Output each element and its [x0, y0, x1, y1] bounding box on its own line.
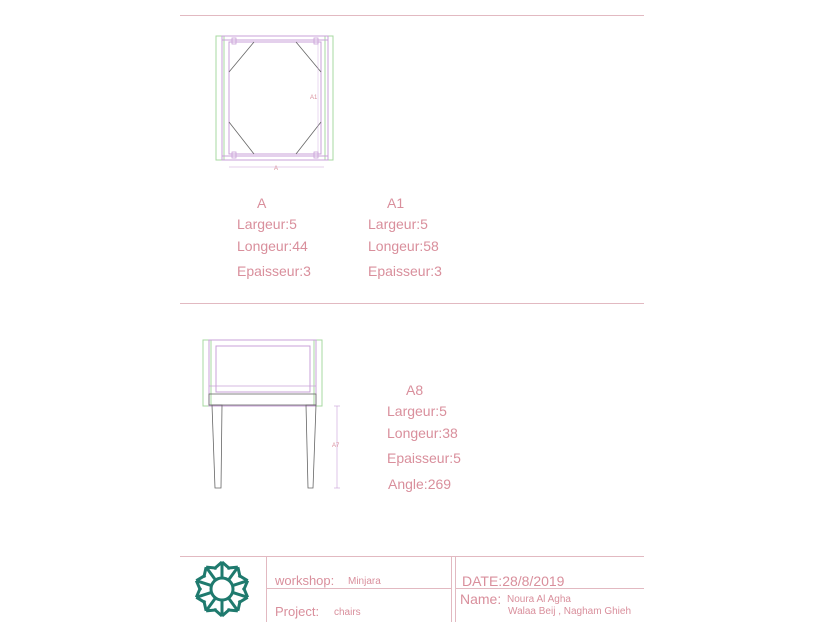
project-value: chairs [334, 607, 361, 618]
title-block-divider-2 [451, 556, 452, 622]
title-block-top-rule [180, 556, 644, 557]
date-label: DATE:28/8/2019 [462, 573, 565, 589]
part-a-longeur: Longeur:44 [237, 238, 308, 254]
part-a8-title: A8 [406, 382, 424, 398]
project-label: Project: [275, 604, 320, 619]
part-a-epaisseur: Epaisseur:3 [237, 263, 311, 279]
part-a8-longeur: Longeur:38 [387, 425, 458, 441]
name-line-2: Walaa Beij , Nagham Ghieh [508, 606, 632, 617]
part-a8-largeur: Largeur:5 [387, 403, 447, 419]
workshop-label: workshop: [275, 573, 335, 588]
front-view-drawing [200, 336, 350, 496]
part-a1-largeur: Largeur:5 [368, 216, 428, 232]
title-block-divider-3 [455, 556, 456, 622]
part-a1-longeur: Longeur:58 [368, 238, 439, 254]
minjara-logo [192, 559, 252, 619]
dim-label-a1: A1 [310, 95, 318, 101]
top-rule [180, 15, 644, 16]
part-a1-title: A1 [387, 195, 405, 211]
part-a1-epaisseur: Epaisseur:3 [368, 263, 442, 279]
dim-label-a7: A7 [332, 443, 340, 449]
part-a-title: A [257, 195, 267, 211]
name-line-1: Noura Al Agha [507, 594, 571, 605]
part-a8-angle: Angle:269 [388, 476, 452, 492]
title-block-mid-rule-left [266, 588, 451, 589]
workshop-value: Minjara [348, 576, 381, 587]
part-a8-epaisseur: Epaisseur:5 [387, 450, 461, 466]
middle-rule [180, 303, 644, 304]
name-label: Name: [460, 591, 502, 607]
title-block-divider-1 [266, 556, 267, 622]
dim-label-a: A [274, 166, 279, 172]
part-a-largeur: Largeur:5 [237, 216, 297, 232]
